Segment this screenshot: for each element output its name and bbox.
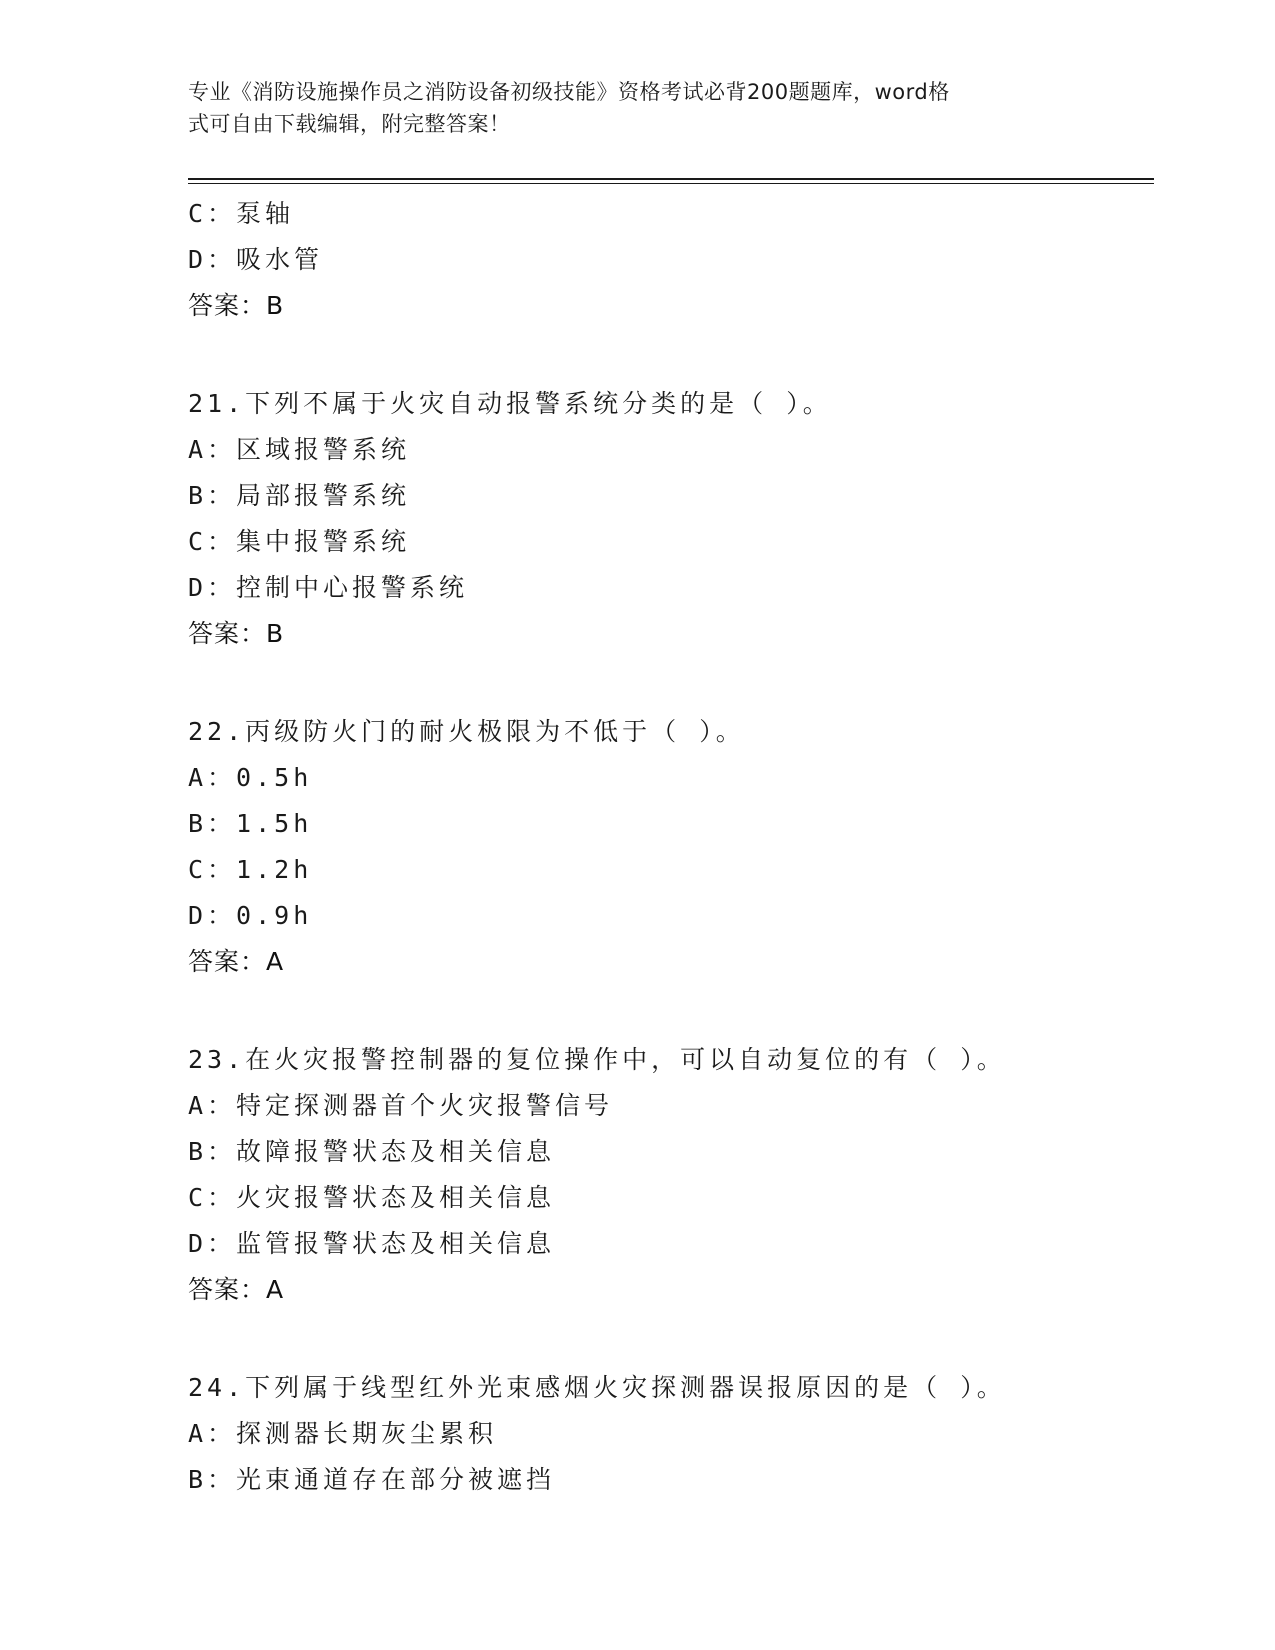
question-list	[188, 191, 1154, 1503]
spacer	[188, 1313, 1154, 1365]
option-b: B：局部报警系统	[188, 481, 411, 510]
option-d: D：吸水管	[188, 245, 324, 274]
option-d: D：监管报警状态及相关信息	[188, 1229, 556, 1258]
answer-line: 答案：B	[188, 619, 285, 648]
header-line-1: 专业《消防设施操作员之消防设备初级技能》资格考试必背200题题库，word格	[188, 80, 950, 104]
question-stem: 23.在火灾报警控制器的复位操作中，可以自动复位的有（ ）。	[188, 1045, 1006, 1074]
question-24	[188, 1365, 1154, 1503]
question-stem: 21.下列不属于火灾自动报警系统分类的是（ ）。	[188, 389, 832, 418]
spacer	[188, 329, 1154, 381]
question-stem: 22.丙级防火门的耐火极限为不低于（ ）。	[188, 717, 745, 746]
option-d: D：控制中心报警系统	[188, 573, 469, 602]
option-c: C：泵轴	[188, 199, 295, 228]
header-line-2: 式可自由下载编辑，附完整答案！	[188, 112, 511, 136]
option-a: A：特定探测器首个火灾报警信号	[188, 1091, 614, 1120]
spacer	[188, 657, 1154, 709]
option-c: C：1.2h	[188, 855, 313, 884]
answer-line: 答案：B	[188, 291, 285, 320]
option-b: B：1.5h	[188, 809, 313, 838]
question-21	[188, 381, 1154, 657]
option-c: C：火灾报警状态及相关信息	[188, 1183, 556, 1212]
answer-line: 答案：A	[188, 947, 285, 976]
option-a: A：区域报警系统	[188, 435, 411, 464]
option-a: A：0.5h	[188, 763, 313, 792]
option-d: D：0.9h	[188, 901, 313, 930]
option-c: C：集中报警系统	[188, 527, 411, 556]
header-rule-thin	[188, 183, 1154, 184]
spacer	[188, 985, 1154, 1037]
answer-line: 答案：A	[188, 1275, 285, 1304]
question-23	[188, 1037, 1154, 1313]
option-b: B：故障报警状态及相关信息	[188, 1137, 556, 1166]
option-a: A：探测器长期灰尘累积	[188, 1419, 498, 1448]
option-b: B：光束通道存在部分被遮挡	[188, 1465, 556, 1494]
prev-question-block	[188, 191, 1154, 329]
question-stem: 24.下列属于线型红外光束感烟火灾探测器误报原因的是（ ）。	[188, 1373, 1006, 1402]
document-header	[188, 76, 1088, 140]
question-22	[188, 709, 1154, 985]
header-rule-thick	[188, 178, 1154, 180]
